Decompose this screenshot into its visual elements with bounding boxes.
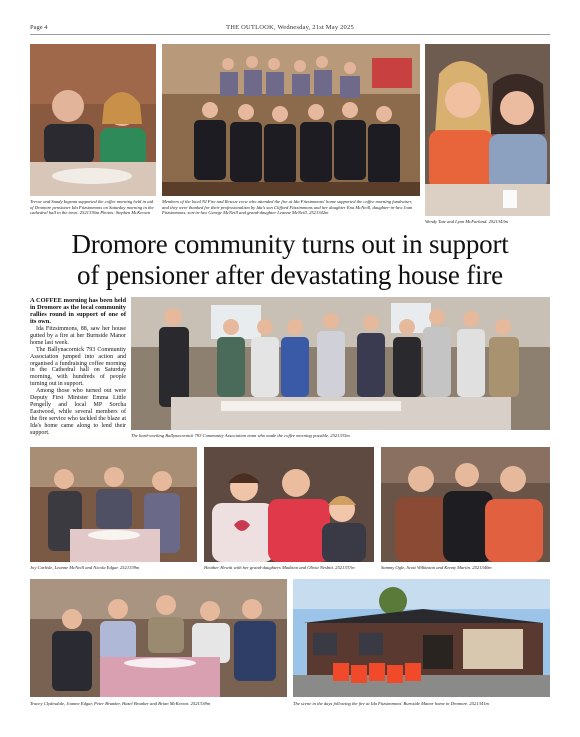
caption-scene: The scene in the days following the fire at Ida Fitzsimmons' Burnside Manor home in Dromore. 2521341m — [293, 701, 489, 706]
caption-trevor-sandy: Trevor and Sandy Ingram supported the coffee morning held in aid of Dromore pensioner Ida Fitzsimmons on Saturday morning in the cathedral hall in the town. 2521336m Photos: Stephen McKeown — [30, 199, 154, 216]
masthead: THE OUTLOOK, Wednesday, 21st May 2025 — [226, 24, 354, 31]
page-headline — [30, 229, 550, 291]
photo-heather — [204, 447, 374, 562]
caption-wendy-lynn: Wendy Tate and Lynn McFarland. 2521343m — [425, 219, 508, 224]
story-paragraph: Among those who turned out were Deputy First Minister Emma Little Pengelly and local MP Sorcha Eastwood, while several members of the fire service who tackled the blaze at Ida's home came along to lend their support. — [30, 388, 126, 436]
photo-fire-crew — [162, 44, 420, 196]
photo-fire-scene — [293, 579, 550, 697]
photo-wendy-lynn — [425, 44, 550, 216]
caption-fire-crew: Members of the local NI Fire and Rescue crew who attended the fire at Ida Fitzsimmons' home supported the coffee morning fundraiser, and they were thanked for their professionalism by Ida's son Clifford Fitzsimmons and her daughter Ena McNeill, daughter-in-law Joan Fitzsimmons, son-in-law George McNeill and grand-daughter Leanne McNeill. 2521342m — [162, 199, 413, 216]
headline-line-2: of pensioner after devastating house fire — [77, 260, 503, 290]
story-paragraph: The Ballynacornick 793 Community Association jumped into action and organised a fundraising coffee morning in the Cathedral hall on Saturday morning, with hundreds of people turning out in support. — [30, 346, 126, 388]
caption-sammy: Sammy Ogle, Scott Wilkinson and Kenny Martin. 2521340m — [381, 565, 492, 570]
photo-sammy — [381, 447, 550, 562]
caption-team: The hard-working Ballynacornick 793 Community Association team who made the coffee morning possible. 2521335m — [131, 433, 350, 438]
story-paragraph: Ida Fitzsimmons, 88, saw her house gutted by a fire at her Burnside Manor home last week. — [30, 326, 126, 346]
caption-heather: Heather Hewitt with her grand-daughters Madison and Olivia Nesbitt. 2521337m — [204, 565, 355, 570]
photo-tracey — [30, 579, 287, 697]
photo-trevor-sandy — [30, 44, 156, 196]
caption-tracey: Tracey Clydesdale, Joanne Edgar, Peter Brunker, Hazel Brunker and Brian McKeown. 2521338m — [30, 701, 211, 706]
photo-team — [131, 297, 550, 430]
page-number: Page 4 — [30, 24, 48, 31]
caption-joy: Joy Carlisle, Leanne McNeill and Nicola Edgar. 2521339m — [30, 565, 140, 570]
page-header — [30, 24, 550, 36]
headline-line-1: Dromore community turns out in support — [71, 229, 509, 259]
header-rule — [30, 34, 550, 35]
photo-joy — [30, 447, 197, 562]
story-lead: A COFFEE morning has been held in Dromore as the local community rallies round in support of one of its own. — [30, 297, 126, 325]
story-body — [30, 297, 126, 437]
